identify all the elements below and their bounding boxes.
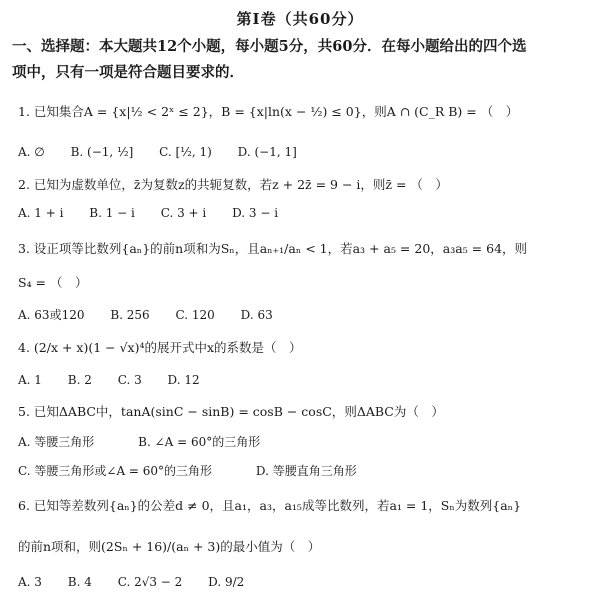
question-4-option-d: D. 12 — [167, 373, 200, 387]
question-5-option-b: B. ∠A = 60°的三角形 — [138, 435, 261, 449]
question-5-option-a: A. 等腰三角形 — [18, 435, 95, 449]
question-6-option-d: D. 9/2 — [208, 575, 245, 589]
question-4-stem: 4. (2/x + x)(1 − √x)⁴的展开式中x的系数是（ ） — [18, 340, 302, 355]
question-1-option-b: B. (−1, ½] — [70, 145, 134, 159]
question-2-option-b: B. 1 − i — [89, 206, 135, 220]
question-2-option-c: C. 3 + i — [160, 206, 207, 220]
question-5-options-row2 — [18, 462, 588, 479]
question-2-option-a: A. 1 + i — [18, 206, 64, 220]
question-4-option-b: B. 2 — [67, 373, 92, 387]
question-5-option-d: D. 等腰直角三角形 — [255, 464, 357, 478]
question-1-option-d: D. (−1, 1] — [237, 145, 297, 159]
section-heading-line2: 项中，只有一项是符合题目要求的． — [12, 64, 244, 81]
question-1-option-a: A. ∅ — [18, 145, 45, 159]
question-3-options — [18, 306, 588, 323]
question-2-options — [18, 206, 588, 220]
question-1-stem: 1. 已知集合A = {x|½ < 2ˣ ≤ 2}，B = {x|ln(x − ½) ≤ 0}，则A ∩ (C_R B) = （ ） — [18, 104, 519, 119]
section-heading-line1: 一、选择题：本大题共12个小题，每小题5分，共60分．在每小题给出的四个选 — [12, 38, 527, 55]
question-3-option-c: C. 120 — [175, 308, 215, 322]
question-4-option-a: A. 1 — [18, 373, 42, 387]
question-5-stem: 5. 已知ΔABC中，tanA(sinC − sinB) = cosB − cosC，则ΔABC为（ ） — [18, 404, 444, 419]
question-6-stem-line2: 的前n项和，则(2Sₙ + 16)/(aₙ + 3)的最小值为（ ） — [18, 539, 321, 554]
question-4-options — [18, 373, 588, 387]
question-3-stem-line2: S₄ = （ ） — [18, 275, 88, 290]
question-6-option-c: C. 2√3 − 2 — [117, 575, 183, 589]
question-5-options-row1 — [18, 433, 588, 450]
question-6-option-b: B. 4 — [67, 575, 92, 589]
question-1-options — [18, 145, 588, 159]
question-4-option-c: C. 3 — [117, 373, 142, 387]
question-1-option-c: C. [½, 1) — [159, 145, 212, 159]
question-3-option-d: D. 63 — [240, 308, 273, 322]
page-title: 第Ⅰ卷（共60分） — [236, 10, 364, 28]
question-6-stem-line1: 6. 已知等差数列{aₙ}的公差d ≠ 0，且a₁，a₃，a₁₅成等比数列，若a₁ = 1，Sₙ为数列{aₙ} — [18, 498, 522, 513]
question-3-option-b: B. 256 — [110, 308, 150, 322]
question-2-stem: 2. 已知为虚数单位，z̄为复数z的共轭复数，若z + 2z̄ = 9 − i，则z̄ = （ ） — [18, 177, 448, 192]
question-6-options — [18, 575, 588, 589]
question-5-option-c: C. 等腰三角形或∠A = 60°的三角形 — [18, 464, 213, 478]
question-3-stem-line1: 3. 设正项等比数列{aₙ}的前n项和为Sₙ，且aₙ₊₁/aₙ < 1，若a₃ + a₅ = 20，a₃a₅ = 64，则 — [18, 241, 528, 256]
question-2-option-d: D. 3 − i — [232, 206, 279, 220]
question-3-option-a: A. 63或120 — [18, 308, 85, 322]
question-6-option-a: A. 3 — [18, 575, 42, 589]
